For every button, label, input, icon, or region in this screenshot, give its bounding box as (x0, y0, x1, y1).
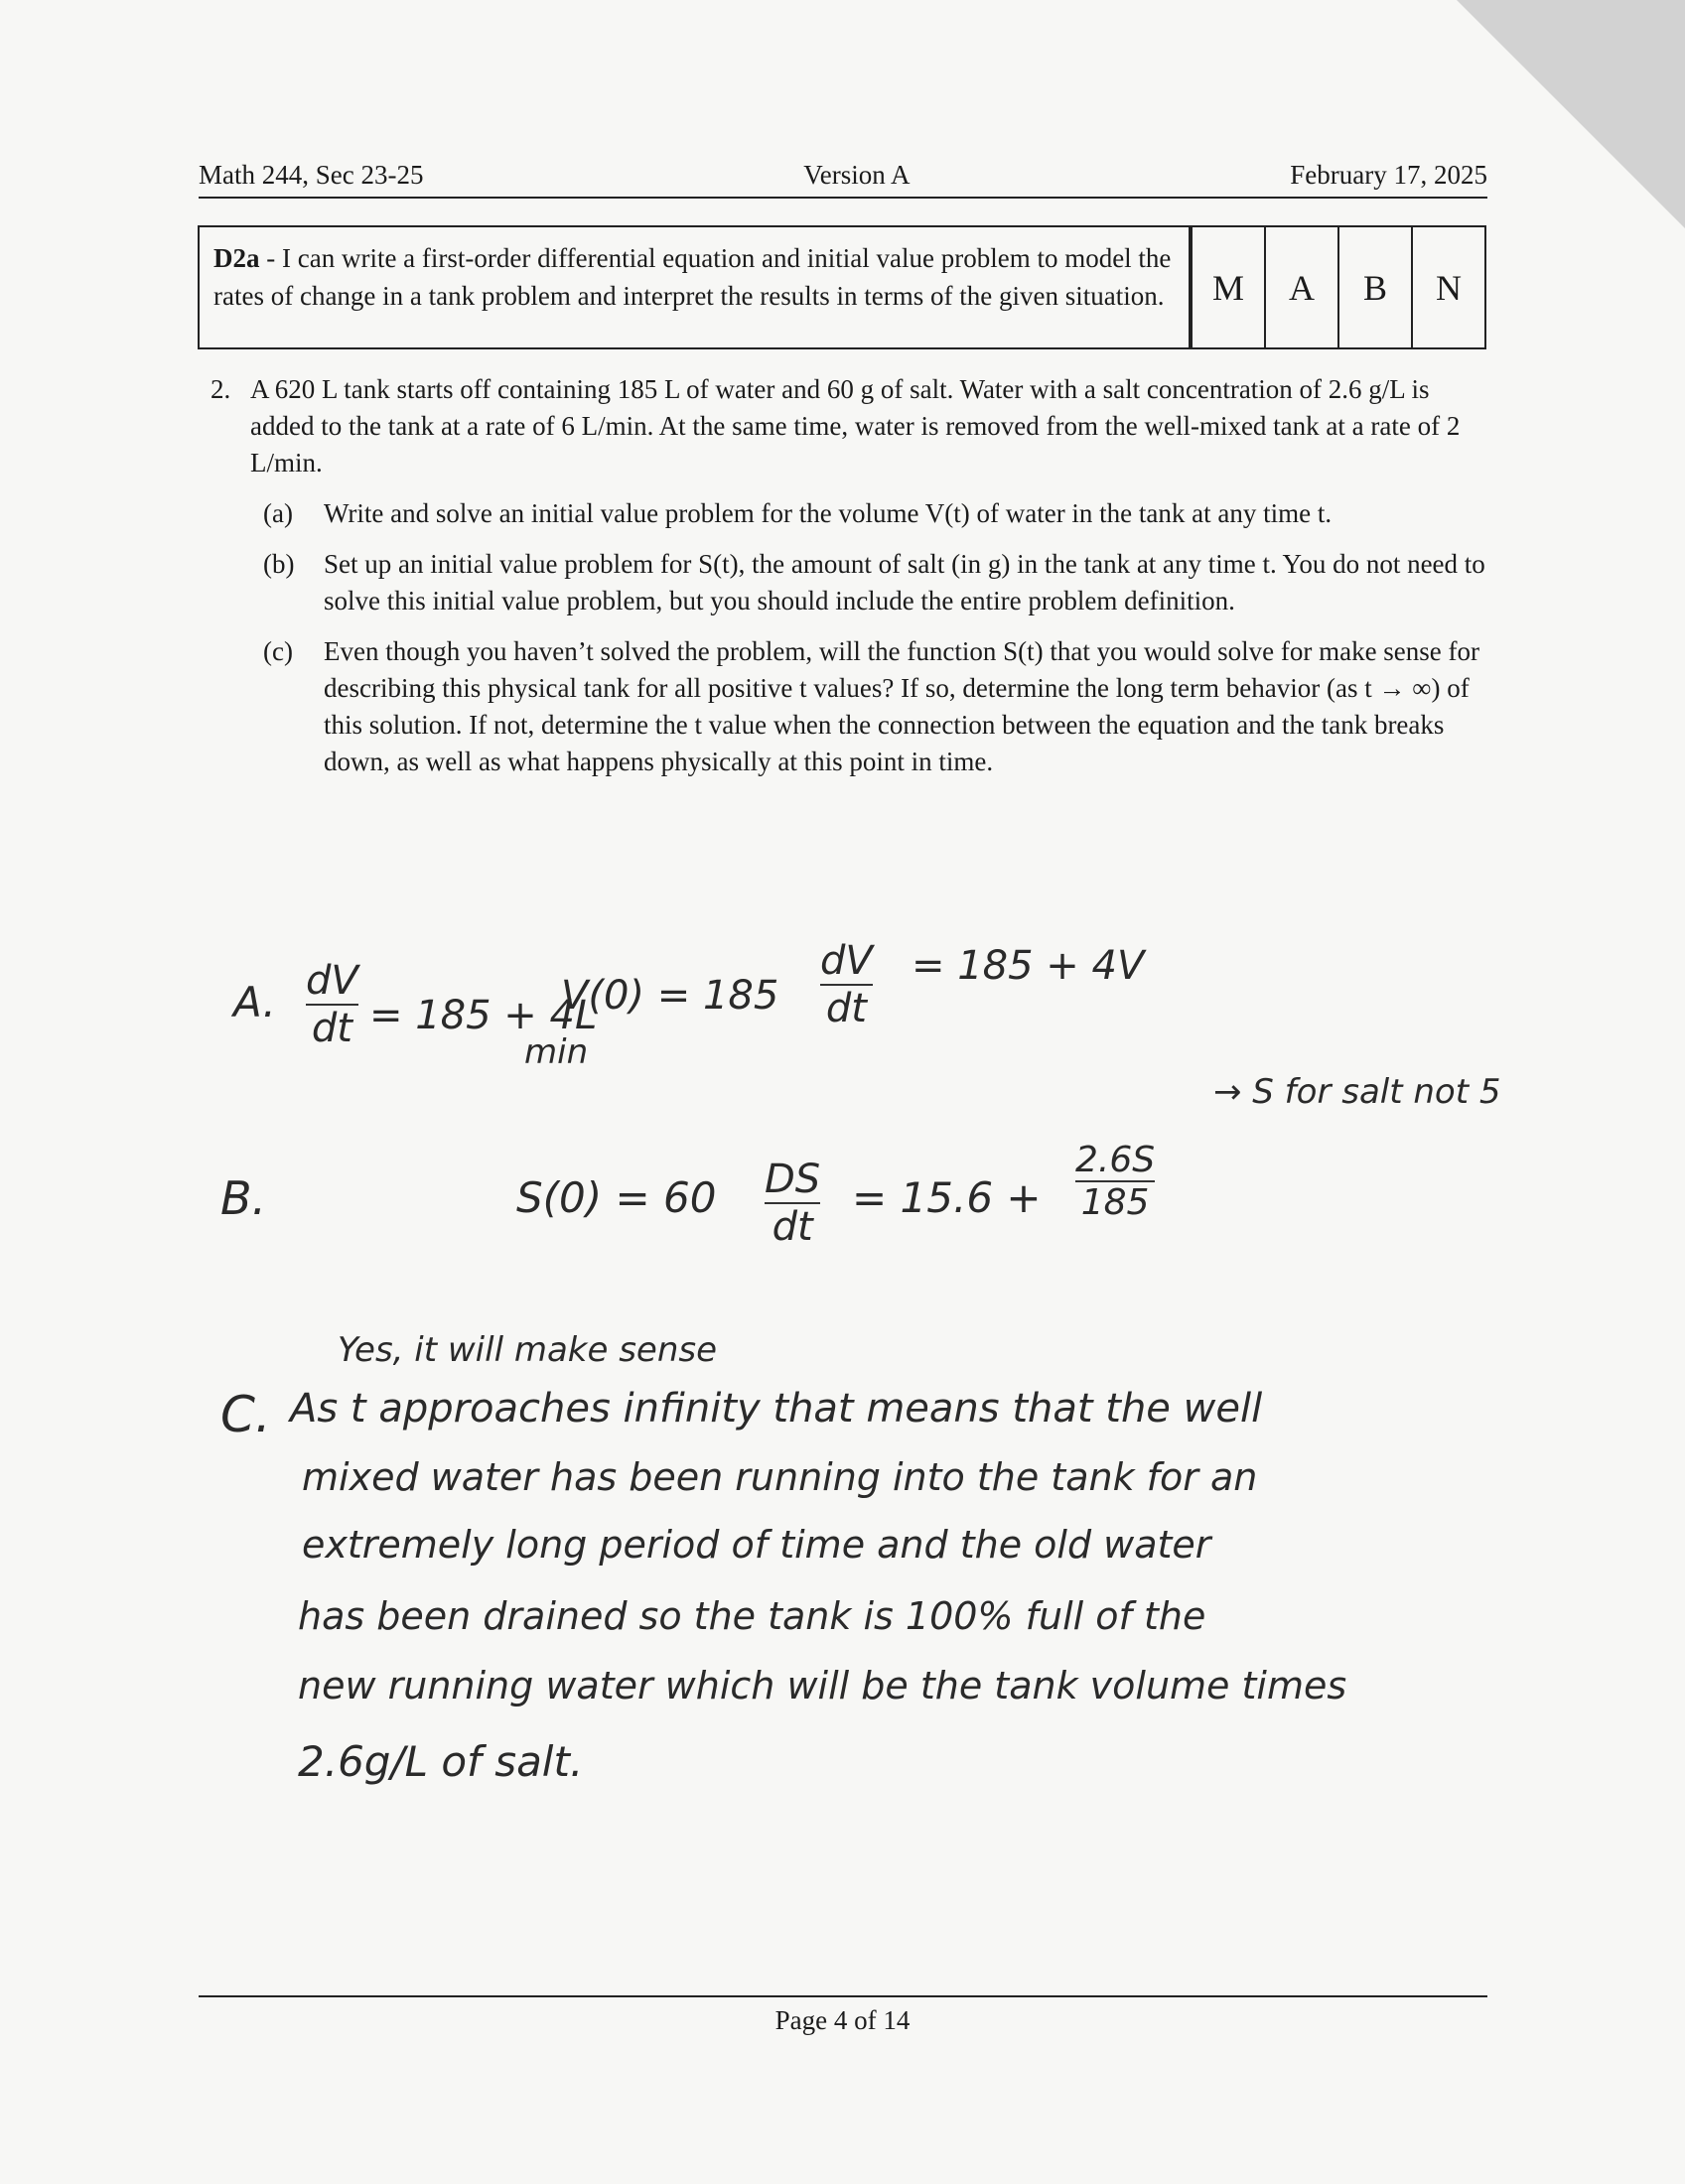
answer-a-label: A. (233, 978, 276, 1026)
answer-a-initial-condition: V(0) = 185 (561, 973, 779, 1019)
answer-a-denominator: dt (311, 1006, 352, 1051)
grade-cell-m: M (1191, 227, 1264, 347)
problem-statement: A 620 L tank starts off containing 185 L of water and 60 g of salt. Water with a salt concentration of 2.6 g/L is added to the tank at a rate of 6 L/min. At the same time, water is removed from the well-mixed tank at a rate of 2 L/min. (250, 374, 1461, 478)
page-number: Page 4 of 14 (774, 2005, 911, 2035)
answer-c-line-4: extremely long period of time and the old water (302, 1523, 1211, 1567)
part-a (263, 495, 1491, 532)
answer-b-initial-condition: S(0) = 60 (516, 1173, 717, 1222)
answer-a2-numerator: dV (820, 938, 873, 984)
part-b-text: Set up an initial value problem for S(t), the amount of salt (in g) in the tank at any time t. You do not need to solve this initial value problem, but you should include the entire problem definition. (324, 549, 1485, 615)
answer-b-numerator: DS (765, 1157, 821, 1202)
part-a-label: (a) (263, 498, 293, 528)
answer-a2-fraction (820, 938, 873, 1031)
answer-b-fraction (765, 1157, 820, 1250)
answer-a-rhs: = 185 + 4L (369, 993, 598, 1038)
header-rule (199, 197, 1487, 199)
skill-description (200, 227, 1191, 347)
grade-cell-a: A (1264, 227, 1337, 347)
answer-c-line-3: mixed water has been running into the tank for an (302, 1455, 1258, 1499)
version-label: Version A (803, 160, 911, 190)
answer-c-line-2: As t approaches infinity that means that the well (290, 1386, 1263, 1432)
answer-c-line-7: 2.6g/L of salt. (298, 1737, 584, 1786)
page-header (199, 160, 1487, 191)
answer-c-line-5: has been drained so the tank is 100% full of the (298, 1594, 1206, 1638)
answer-a2-rhs: = 185 + 4V (912, 943, 1145, 989)
skill-code: D2a (213, 243, 260, 273)
answer-a-fraction (306, 958, 358, 1051)
problem-number: 2. (211, 374, 231, 404)
answer-c-label: C. (220, 1386, 271, 1443)
part-a-text: Write and solve an initial value problem for the volume V(t) of water in the tank at any time t. (324, 498, 1333, 528)
page-corner-fold (1457, 0, 1685, 228)
part-c-label: (c) (263, 636, 293, 666)
part-b (263, 546, 1491, 619)
answer-c-line-6: new running water which will be the tank volume times (298, 1664, 1347, 1707)
skill-text: - I can write a first-order differential equation and initial value problem to model the rates of change in a tank problem and interpret the results in terms of the given situation. (213, 243, 1172, 311)
part-c (263, 633, 1491, 780)
problem-2 (211, 371, 1491, 780)
answer-b-salt-denominator: 185 (1080, 1182, 1150, 1223)
answer-b-salt-numerator: 2.6S (1075, 1140, 1156, 1180)
answer-b-note: → S for salt not 5 (1213, 1072, 1501, 1112)
answer-a-unit: min (524, 1032, 589, 1072)
answer-a-numerator: dV (306, 958, 358, 1004)
answer-a2-denominator: dt (825, 986, 867, 1031)
answer-c-line-1: Yes, it will make sense (338, 1330, 718, 1370)
answer-b-salt-fraction (1075, 1140, 1155, 1223)
grade-cell-b: B (1337, 227, 1411, 347)
answer-b-label: B. (220, 1171, 267, 1225)
answer-b-rhs: = 15.6 + (852, 1173, 1042, 1222)
course-label: Math 244, Sec 23-25 (199, 160, 424, 190)
part-c-text: Even though you haven’t solved the problem, will the function S(t) that you would solve for make sense for describing this physical tank for all positive t values? If so, determine the long term behavior (as t → ∞) of this solution. If not, determine the t value when the connection between the equation and the tank breaks down, as well as what happens physically at this point in time. (324, 636, 1480, 776)
skill-box (198, 225, 1486, 349)
answer-b-denominator: dt (772, 1204, 813, 1250)
footer-rule (199, 1995, 1487, 1997)
grade-cell-n: N (1411, 227, 1484, 347)
part-b-label: (b) (263, 549, 295, 579)
date-label: February 17, 2025 (1290, 160, 1487, 190)
